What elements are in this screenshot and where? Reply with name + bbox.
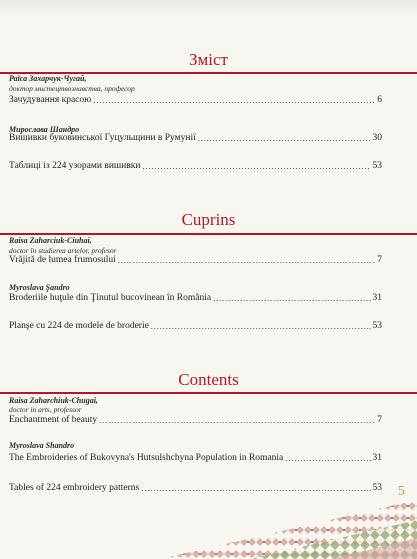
toc-entry[interactable] [9,452,382,464]
entry-author: Raisa Zaharciuk-Ciuhai, [9,236,92,245]
section-title-contents: Contents [178,370,239,389]
toc-entry[interactable] [9,414,382,426]
toc-entry[interactable] [9,254,382,266]
section-title-cuprins: Cuprins [181,210,236,229]
page-number: 5 [398,484,405,499]
entry-author: Мирослава Шандро [9,125,80,134]
section-title-zmist: Зміст [189,50,228,69]
entry-title: Зачудування красою [9,95,92,105]
entry-title: Planşe cu 224 de modele de broderie [9,321,149,331]
section-rule [0,233,417,235]
dot-leader [213,293,370,304]
entry-title: Таблиці із 224 узорами вишивки [9,161,141,171]
toc-entry[interactable] [9,292,382,304]
entry-title: Broderiile huţule din Ţinutul bucovinean în România [9,293,212,303]
entry-page-number: 7 [377,415,382,425]
entry-title: The Embroideries of Bukovyna's Hutsulshchyna Population in Romania [9,453,284,463]
toc-entry[interactable] [9,160,382,172]
entry-author: Раїса Захарчук-Чугай, [9,74,87,83]
entry-title: Enchantment of beauty [9,415,98,425]
entry-page-number: 30 [372,133,382,143]
entry-page-number: 7 [377,255,382,265]
entry-credential: doctor în studierea artelor, profesor [9,246,117,255]
entry-author: Myroslava Shandro [9,441,75,450]
entry-author: Myroslava Şandro [9,283,70,292]
entry-title: Vrăjită de lumea frumosului [9,255,116,265]
dot-leader [142,161,370,172]
section-rule [0,392,417,394]
dot-leader [198,133,371,144]
toc-entry[interactable] [9,320,382,332]
entry-page-number: 53 [372,321,382,331]
entry-author: Raisa Zaharchiuk-Chugai, [9,396,98,405]
dot-leader [141,483,370,494]
page-top-shadow [0,0,417,18]
dot-leader [285,453,370,464]
entry-page-number: 53 [372,483,382,493]
dot-leader [151,321,371,332]
entry-page-number: 31 [372,453,382,463]
entry-page-number: 53 [372,161,382,171]
entry-credential: доктор мистецтвознавства, професор [9,84,135,93]
toc-entry[interactable] [9,132,382,144]
embroidery-ornament-icon [160,500,417,559]
entry-title: Tables of 224 embroidery patterns [9,483,140,493]
dot-leader [118,255,375,266]
toc-entry[interactable] [9,482,382,494]
dot-leader [93,95,375,106]
dot-leader [99,415,375,426]
entry-title: Вишивки буковинської Гуцульщини в Румунії [9,133,196,143]
entry-credential: doctor in arts, professor [9,405,82,414]
entry-page-number: 31 [372,293,382,303]
entry-page-number: 6 [377,95,382,105]
toc-entry[interactable] [9,94,382,106]
